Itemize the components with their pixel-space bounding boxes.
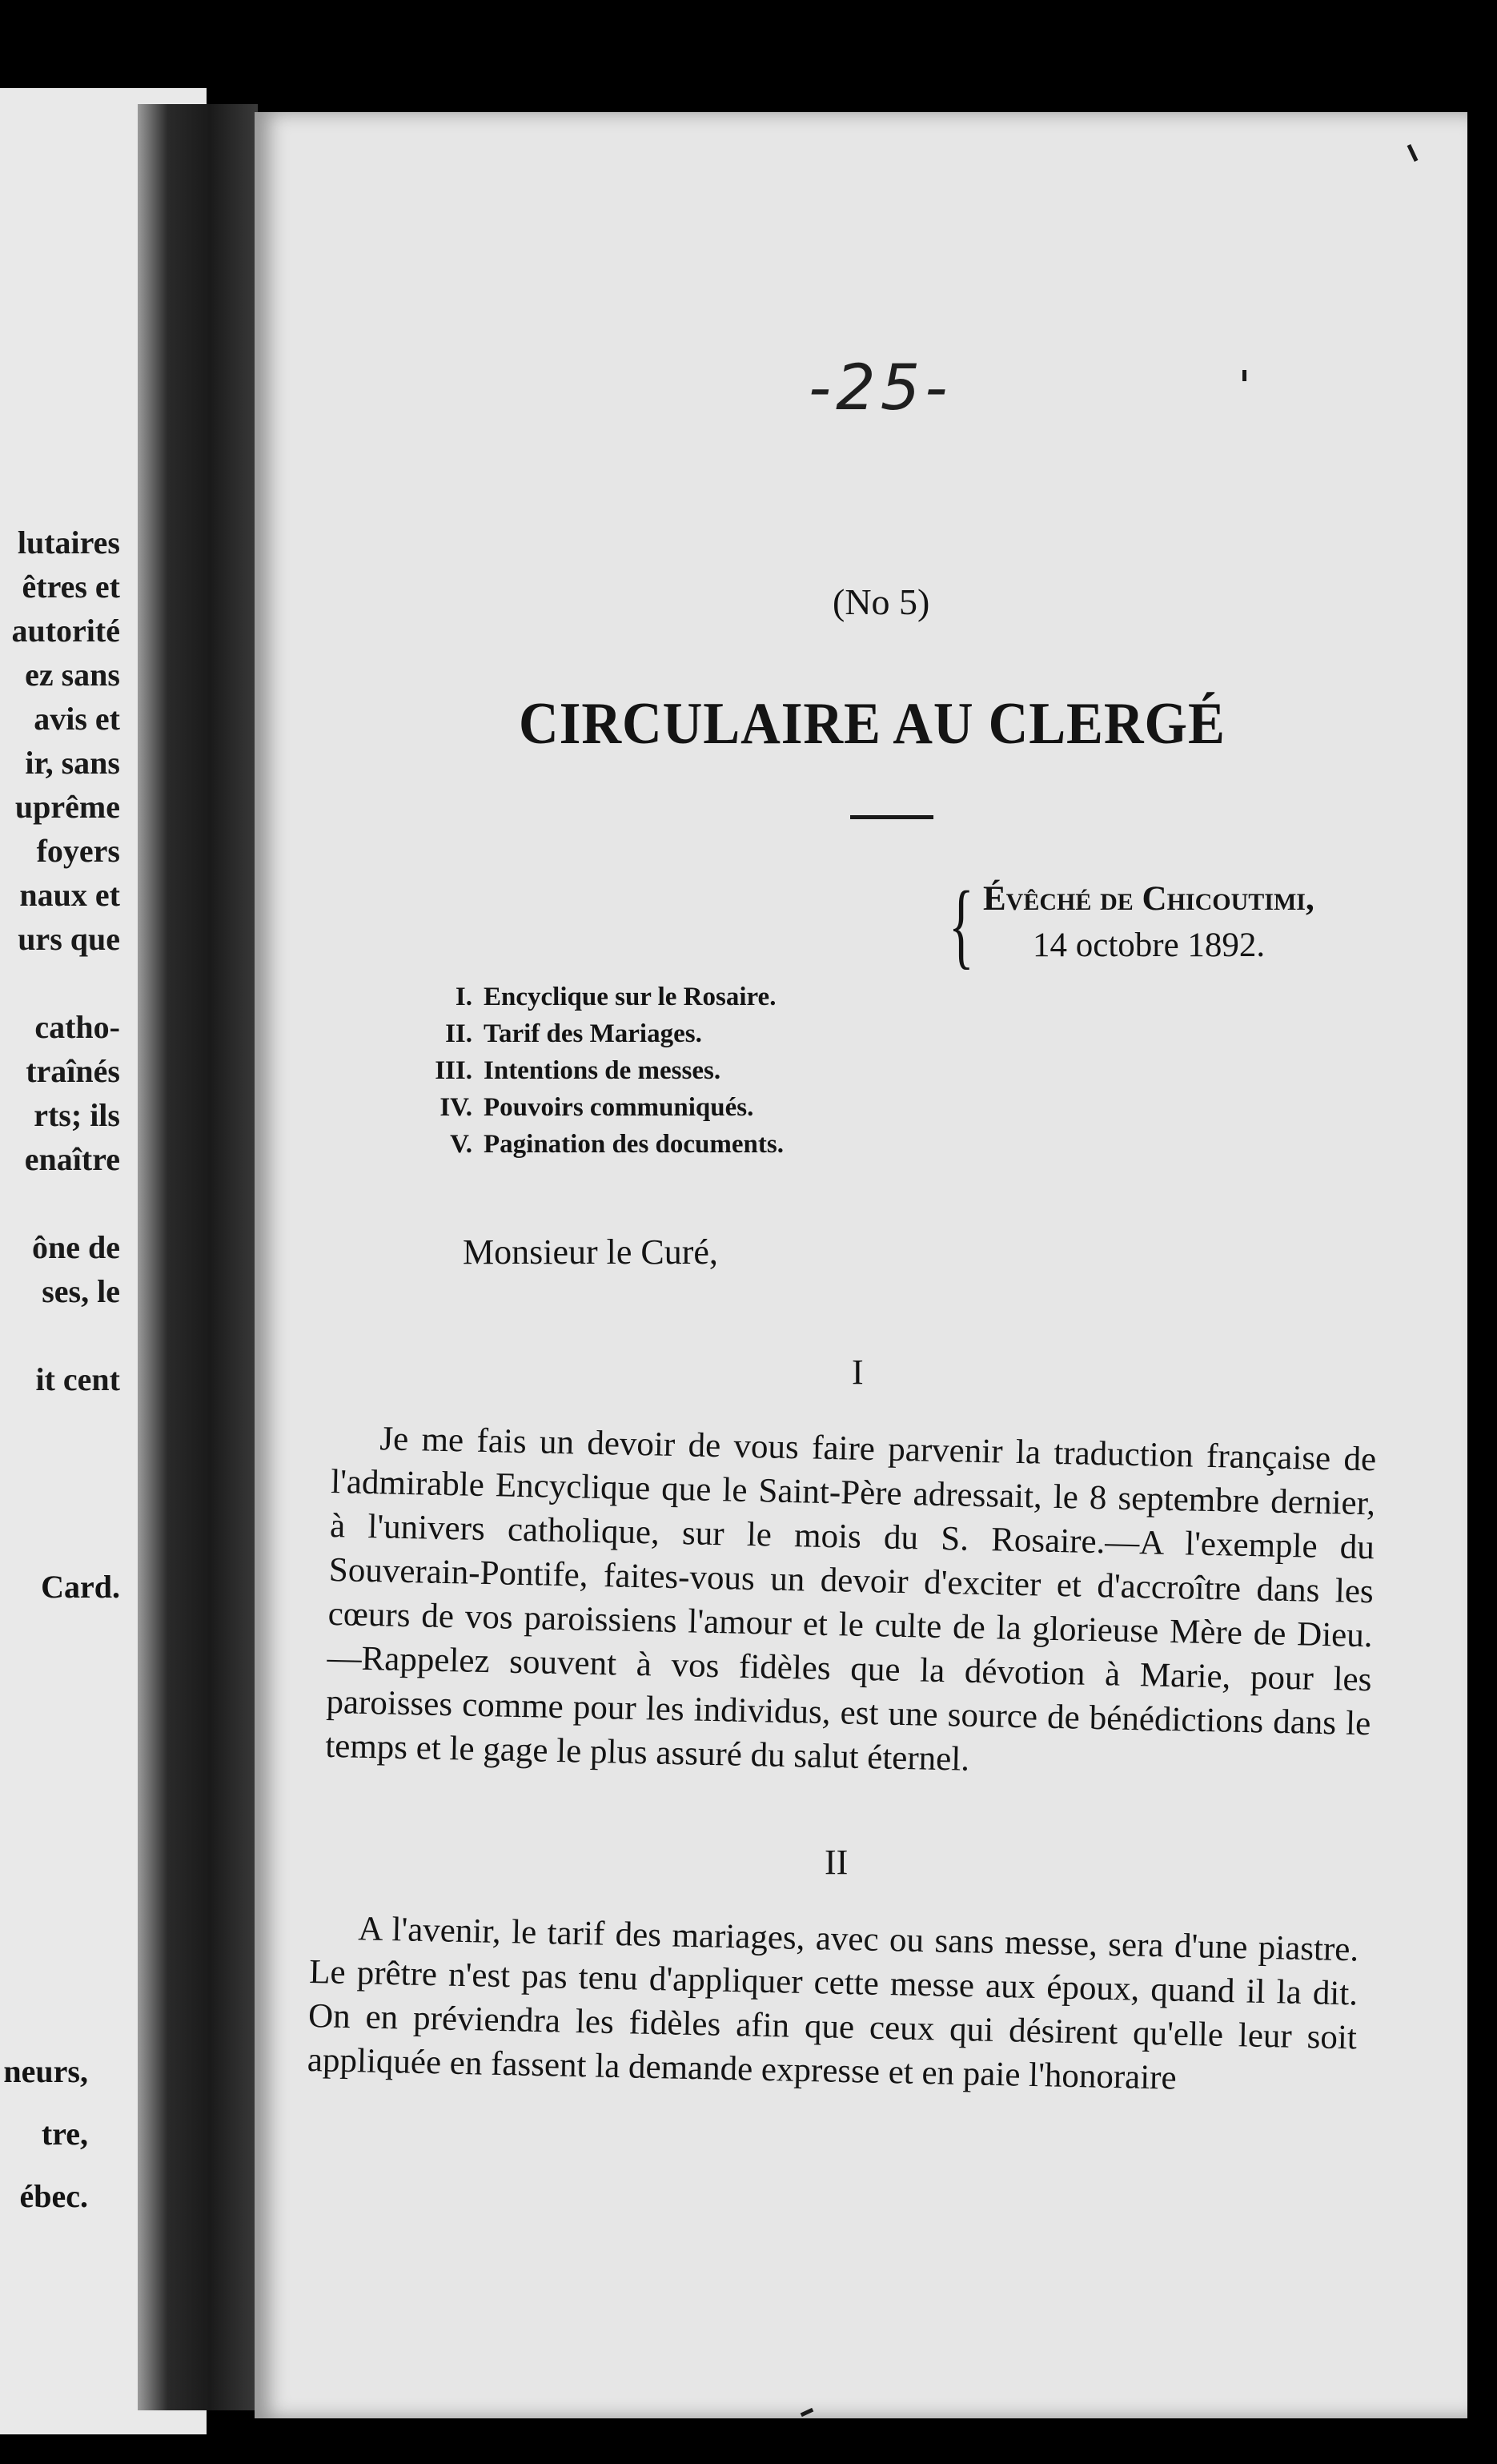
toc-number: II.	[445, 1019, 472, 1048]
previous-page-text	[0, 521, 120, 1401]
title-rule	[850, 815, 933, 819]
previous-page-line: êtres et	[22, 569, 120, 605]
toc-label: Tarif des Mariages.	[484, 1019, 702, 1048]
page-gutter-shadow	[138, 104, 258, 2410]
section-paragraph: Je me fais un devoir de vous faire parvenir la traduction française de l'admirable Encyclique que le Saint-Père adressait, le 8 septembre dernier, à l'univers catholique, sur le mois du S. Rosaire.—A l'exemple du Souverain-Pontife, faites-vous un devoir d'exciter et d'accroître dans les cœurs de vos paroissiens l'amour et le culte de la glorieuse Mère de Dieu.—Rappelez souvent à vos fidèles que la dévotion à Marie, pour les paroisses comme pour les individus, est une source de bénédictions dans le temps et le gage le plus assuré du salut éternel.	[324, 1420, 1377, 1779]
previous-page-footer	[3, 2040, 88, 2228]
previous-page-line: ône de	[32, 1229, 120, 1265]
toc-number: III.	[435, 1056, 472, 1085]
previous-page-footer-line: ébec.	[19, 2178, 88, 2214]
handwritten-page-number: -25-	[809, 352, 953, 424]
section-heading: I	[852, 1353, 864, 1392]
previous-page-gap	[0, 1181, 120, 1225]
previous-page-line: ir, sans	[25, 745, 120, 781]
previous-page-line: avis et	[34, 701, 120, 737]
previous-page-card: Card.	[41, 1569, 120, 1605]
section-heading: II	[825, 1843, 849, 1882]
toc-label: Encyclique sur le Rosaire.	[484, 983, 777, 1011]
scan-speck	[1242, 370, 1246, 381]
document-title: CIRCULAIRE AU CLERGÉ	[519, 691, 1226, 757]
previous-page-line: enaître	[24, 1141, 120, 1177]
previous-page-line: autorité	[11, 613, 120, 649]
issue-date: 14 octobre 1892.	[1033, 927, 1266, 964]
previous-page-gap	[0, 1313, 120, 1357]
previous-page-line: it cent	[35, 1361, 120, 1397]
toc-number: V.	[450, 1130, 472, 1159]
previous-page-line: traînés	[26, 1053, 120, 1089]
toc-label: Pagination des documents.	[484, 1130, 784, 1159]
previous-page-line: rts; ils	[34, 1097, 120, 1133]
toc-label: Intentions de messes.	[484, 1056, 721, 1085]
table-of-contents	[408, 979, 784, 1163]
previous-page-line: uprême	[14, 789, 120, 825]
previous-page-gap	[0, 961, 120, 1005]
previous-page-line: lutaires	[17, 525, 120, 561]
salutation: Monsieur le Curé,	[463, 1232, 718, 1272]
toc-number: I.	[455, 983, 472, 1011]
toc-item	[408, 1089, 784, 1126]
previous-page-line: ez sans	[25, 657, 120, 693]
brace-mark: {	[949, 871, 974, 978]
toc-item	[408, 1126, 784, 1163]
previous-page-line: urs que	[18, 921, 120, 957]
previous-page-footer-line: tre,	[41, 2116, 88, 2152]
circular-number: (No 5)	[833, 581, 930, 622]
previous-page-footer-line: neurs,	[3, 2053, 88, 2089]
toc-number: IV.	[439, 1093, 472, 1122]
previous-page-line: catho-	[34, 1009, 120, 1045]
previous-page-line: ses, le	[42, 1273, 120, 1309]
previous-page-line: naux et	[19, 877, 120, 913]
toc-item	[408, 979, 784, 1015]
previous-page-line: foyers	[36, 833, 120, 869]
toc-item	[408, 1052, 784, 1089]
section-paragraph: A l'avenir, le tarif des mariages, avec ou sans messe, sera d'une piastre. Le prêtre n'est pas tenu d'appliquer cette messe aux époux, quand il la dit. On en préviendra les fidèles afin que ceux qui désirent qu'elle leur soit appliquée en fassent la demande expresse et en paie l'honoraire	[307, 1910, 1359, 2097]
issuing-place: Évêché de Chicoutimi,	[983, 880, 1314, 918]
toc-item	[408, 1015, 784, 1052]
toc-label: Pouvoirs communiqués.	[484, 1093, 754, 1122]
